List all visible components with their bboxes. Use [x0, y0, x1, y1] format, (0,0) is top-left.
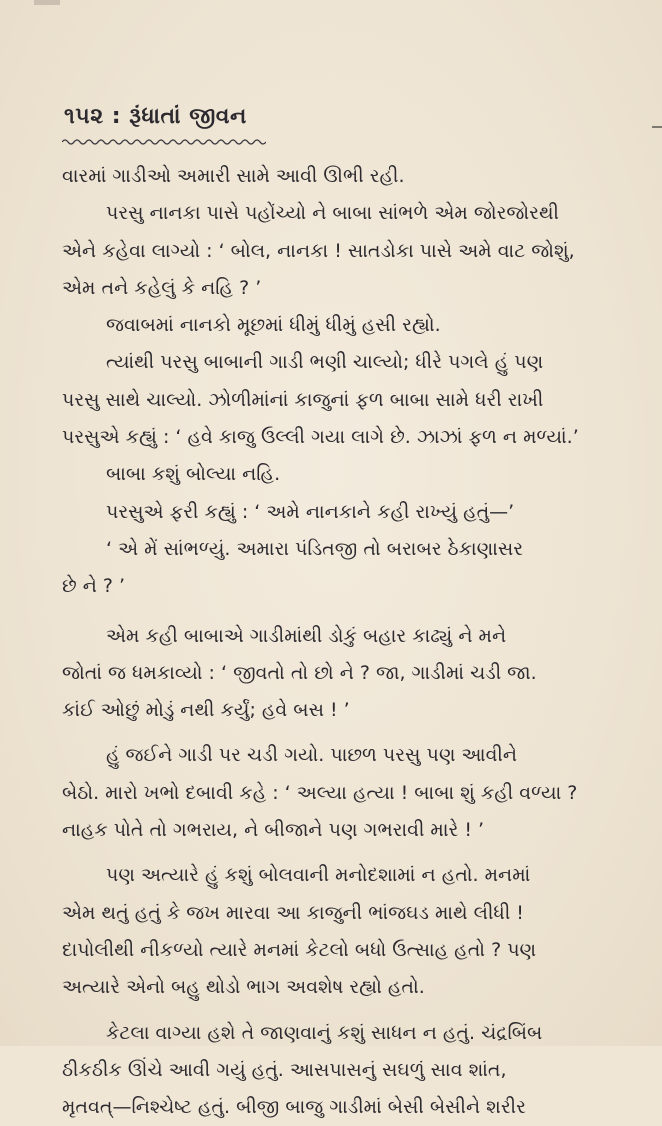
text-line: મૃતવત્—નિશ્ચેષ્ટ હતું. બીજી બાજુ ગાડીમાં બેસી બેસીને શરીર — [62, 1096, 526, 1119]
page-corner-mark — [34, 0, 60, 5]
text-line: પરસુ નાનકા પાસે પહોંચ્યો ને બાબા સાંભળે એમ જોરજોરથી — [106, 202, 559, 225]
text-line: એને કહેવા લાગ્યો : ‘ બોલ, નાનકા ! સાતડોકા પાસે અમે વાટ જોશું, — [62, 239, 575, 262]
text-line: જવાબમાં નાનકો મૂછમાં ધીમું ધીમું હસી રહ્યો. — [106, 314, 441, 337]
text-line: વારમાં ગાડીઓ અમારી સામે આવી ઊભી રહી. — [62, 165, 405, 187]
page-edge-mark — [652, 126, 662, 128]
paragraph-gap — [62, 606, 602, 618]
text-line: બાબા કશું બોલ્યા નહિ. — [106, 463, 281, 486]
text-line: જોતાં જ ધમકાવ્યો : ‘ જીવતો તો છો ને ? જા, ગાડીમાં ચડી જા. — [62, 661, 537, 684]
text-line: પરસુએ ફરી કહ્યું : ‘ અમે નાનકાને કહી રાખ્યું હતું—’ — [106, 500, 515, 523]
text-line: કાંઈ ઓછું મોડું નથી કર્યું; હવે બસ ! ’ — [62, 699, 350, 722]
text-line: હું જઈને ગાડી પર ચડી ગયો. પાછળ પરસુ પણ આવીને — [106, 744, 518, 767]
paragraph-gap — [62, 729, 602, 737]
text-line: દાપોલીથી નીકળ્યો ત્યારે મનમાં કેટલો બધો ઉત્સાહ હતો ? પણ — [62, 938, 537, 961]
text-line: એમ કહી બાબાએ ગાડીમાંથી ડોકું બહાર કાઢ્યું ને મને — [106, 624, 507, 647]
text-line: કેટલા વાગ્યા હશે તે જાણવાનું કશું સાધન ન હતું. ચંદ્રબિંબ — [106, 1021, 543, 1044]
text-line: છે ને ? ’ — [62, 575, 126, 598]
text-line: અત્યારે એનો બહુ થોડો ભાગ અવશેષ રહ્યો હતો. — [62, 976, 425, 999]
body-text — [62, 158, 602, 1126]
text-line: ‘ એ મેં સાંભળ્યું. અમારા પંડિતજી તો બરાબર ઠેકાણાસર — [106, 537, 524, 560]
paragraph-gap — [62, 849, 602, 857]
text-line: પરસુ સાથે ચાલ્યો. ઝોળીમાંનાં કાજુનાં ફળ બાબા સામે ધરી રાખી — [62, 388, 544, 411]
text-line: બેઠો. મારો ખભો દબાવી કહે : ‘ અલ્યા હત્યા ! બાબા શું કહી વળ્યા ? — [62, 781, 578, 804]
paragraph-gap — [62, 1007, 602, 1015]
text-line: પણ અત્યારે હું કશું બોલવાની મનોદશામાં ન હતો. મનમાં — [106, 864, 531, 887]
text-line: નાહક પોતે તો ગભરાય, ને બીજાને પણ ગભરાવી મારે ! ’ — [62, 819, 485, 842]
text-line: એમ તને કહેલું કે નહિ ? ’ — [62, 276, 262, 299]
header-underline-ornament — [62, 138, 266, 146]
text-line: ત્યાંથી પરસુ બાબાની ગાડી ભણી ચાલ્યો; ધીરે પગલે હું પણ — [106, 351, 544, 374]
text-line: ઠીકઠીક ઊંચે આવી ગયું હતું. આસપાસનું સઘળું સાવ શાંત, — [62, 1058, 507, 1081]
running-header: ૧૫૨ : રૂંધાતાં જીવન — [64, 104, 247, 129]
text-line: એમ થતું હતું કે જખ મારવા આ કાજુની ભાંજઘડ માથે લીધી ! — [62, 901, 524, 924]
text-line: પરસુએ કહ્યું : ‘ હવે કાજુ ઉલ્લી ગયા લાગે છે. ઝાઝાં ફળ ન મળ્યાં.’ — [62, 426, 579, 449]
